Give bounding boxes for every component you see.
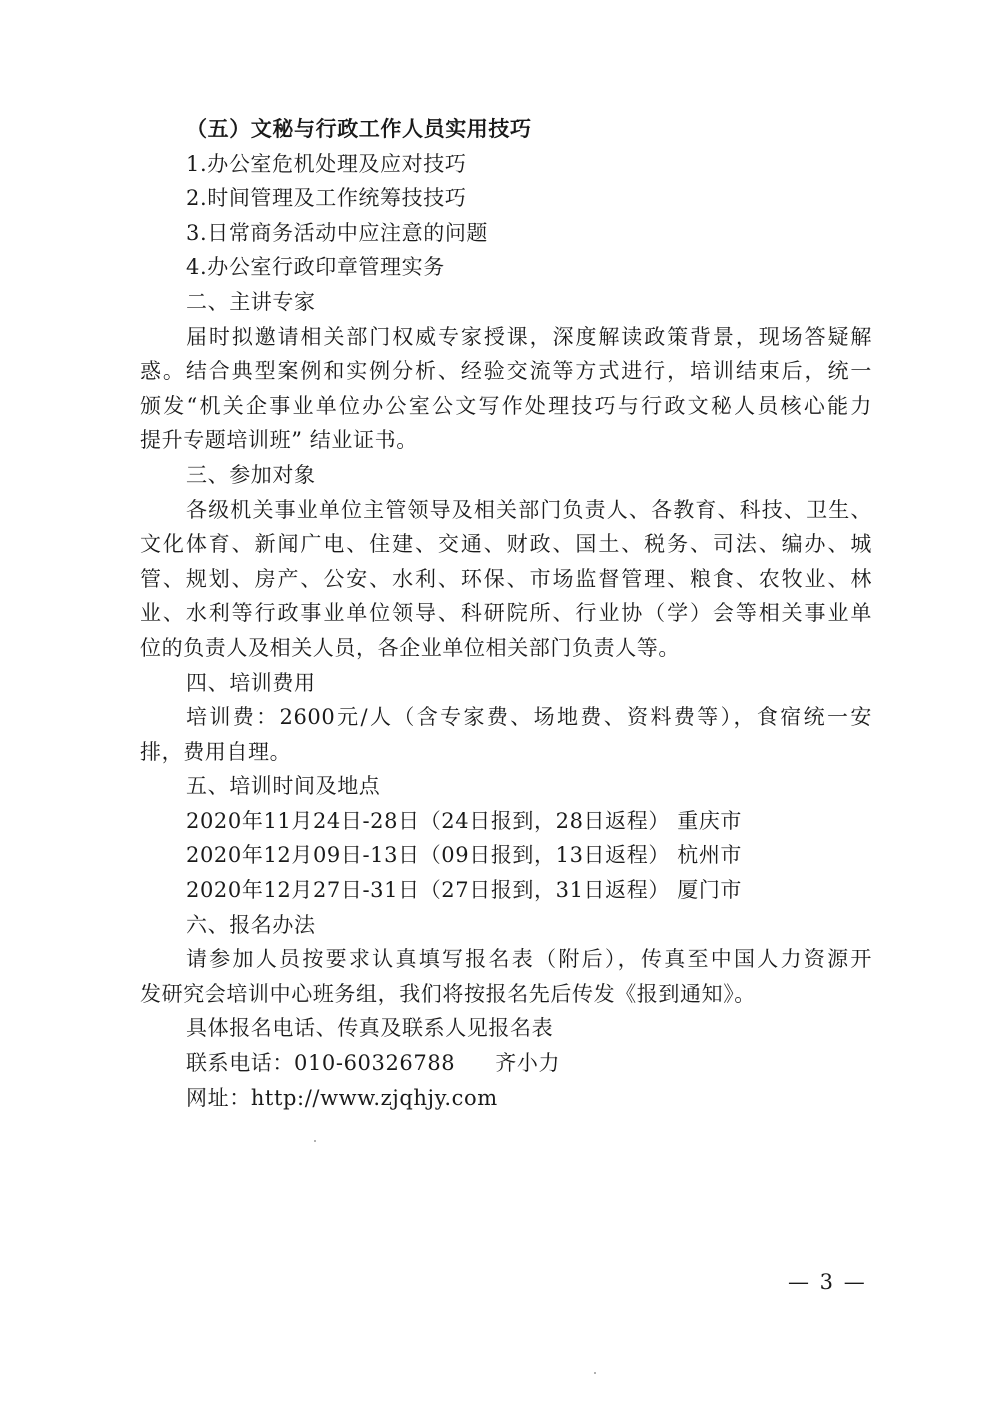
experts-paragraph-line: 提升专题培训班” 结业证书。	[140, 428, 418, 453]
audience-paragraph-line: 位的负责人及相关人员，各企业单位相关部门负责人等。	[140, 635, 680, 660]
experts-heading: 二、主讲专家	[186, 289, 316, 314]
contact-name: 齐小力	[495, 1051, 561, 1076]
audience-paragraph-line: 各级机关事业单位主管领导及相关部门负责人、各教育、科技、卫生、	[186, 497, 872, 522]
page-content	[140, 112, 872, 1115]
page-number: — 3 —	[788, 1270, 867, 1294]
scan-speck	[314, 1140, 316, 1142]
phone-label: 联系电话：	[186, 1051, 294, 1076]
registration-paragraph-line: 请参加人员按要求认真填写报名表（附后），传真至中国人力资源开	[186, 947, 872, 972]
schedule-heading: 五、培训时间及地点	[186, 774, 381, 799]
registration-heading: 六、报名办法	[186, 912, 316, 937]
experts-paragraph-line: 届时拟邀请相关部门权威专家授课，深度解读政策背景，现场答疑解	[186, 324, 872, 349]
fees-paragraph-line: 培训费：2600元/人（含专家费、场地费、资料费等），食宿统一安	[186, 705, 872, 730]
contact-note: 具体报名电话、传真及联系人见报名表	[186, 1016, 554, 1041]
schedule-session: 2020年12月09日-13日（09日报到，13日返程） 杭州市	[186, 843, 743, 868]
schedule-session: 2020年12月27日-31日（27日报到，31日返程） 厦门市	[186, 878, 743, 903]
list-item: 3.日常商务活动中应注意的问题	[186, 220, 489, 245]
website-label: 网址：	[186, 1085, 251, 1110]
fees-heading: 四、培训费用	[186, 670, 316, 695]
schedule-session: 2020年11月24日-28日（24日报到，28日返程） 重庆市	[186, 808, 743, 833]
list-item: 4.办公室行政印章管理实务	[186, 255, 445, 280]
list-item: 2.时间管理及工作统筹技技巧	[186, 186, 467, 211]
contact-phone-line	[140, 1046, 872, 1081]
audience-paragraph-line: 管、规划、房产、公安、水利、环保、市场监督管理、粮食、农牧业、林	[140, 566, 872, 591]
registration-paragraph-line: 发研究会培训中心班务组，我们将按报名先后传发《报到通知》。	[140, 981, 756, 1006]
website-link[interactable]: http://www.zjqhjy.com	[250, 1085, 498, 1110]
audience-heading: 三、参加对象	[186, 462, 316, 487]
list-item: 1.办公室危机处理及应对技巧	[186, 151, 467, 176]
fees-paragraph-line: 排，费用自理。	[140, 739, 292, 764]
audience-paragraph-line: 业、水利等行政事业单位领导、科研院所、行业协（学）会等相关事业单	[140, 601, 872, 626]
section-5-heading: （五）文秘与行政工作人员实用技巧	[186, 116, 532, 141]
experts-paragraph-line: 颁发“机关企事业单位办公室公文写作处理技巧与行政文秘人员核心能力	[140, 393, 872, 418]
experts-paragraph-line: 惑。结合典型案例和实例分析、经验交流等方式进行，培训结束后，统一	[140, 359, 872, 384]
audience-paragraph-line: 文化体育、新闻广电、住建、交通、财政、国土、税务、司法、编办、城	[140, 532, 872, 557]
scan-speck	[594, 1372, 596, 1374]
phone-number: 010-60326788	[294, 1051, 456, 1076]
website-line	[140, 1081, 872, 1116]
